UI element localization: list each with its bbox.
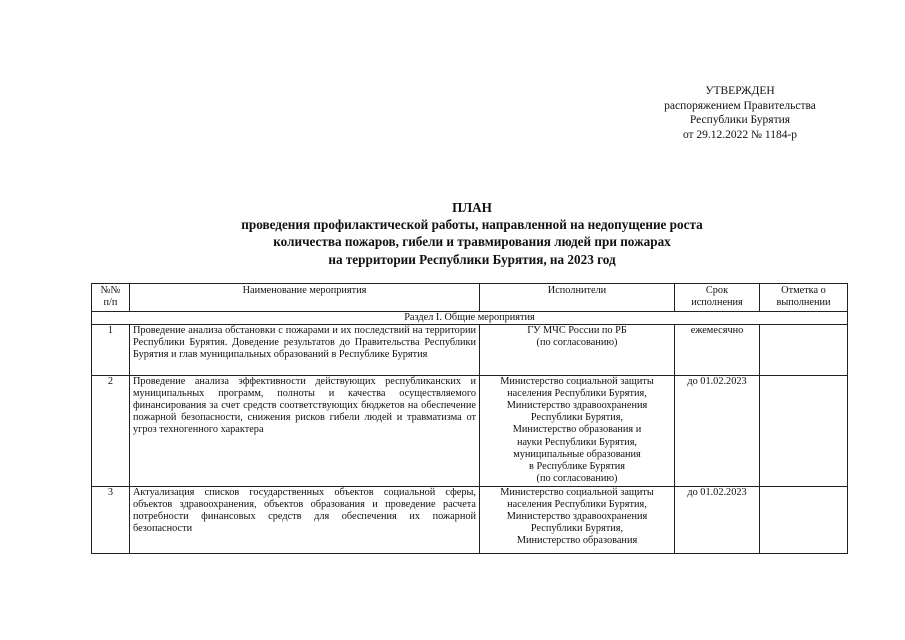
plan-table bbox=[91, 283, 848, 554]
row-executors bbox=[480, 376, 675, 487]
row-activity: Проведение анализа обстановки с пожарами и их последствий на территории Республики Бурятия. Доведение результатов до Правительства Республики Бурятия и глав муниципальных образований в Республике Бурятия bbox=[130, 325, 480, 376]
header-mark bbox=[760, 284, 848, 312]
section-row bbox=[92, 312, 848, 325]
header-term bbox=[675, 284, 760, 312]
table-row bbox=[92, 325, 848, 376]
header-mark-line-1: Отметка о bbox=[781, 285, 826, 296]
header-executors: Исполнители bbox=[480, 284, 675, 312]
header-term-line-2: исполнения bbox=[691, 297, 743, 309]
table-row bbox=[92, 376, 848, 487]
row-term: до 01.02.2023 bbox=[675, 487, 760, 554]
row-executors bbox=[480, 487, 675, 554]
header-num-line-1: №№ bbox=[100, 285, 121, 296]
row-mark bbox=[760, 325, 848, 376]
title-line-3: количества пожаров, гибели и травмирования людей при пожарах bbox=[273, 234, 671, 250]
executor-line: Республики Бурятия, bbox=[530, 523, 624, 535]
row-term: до 01.02.2023 bbox=[675, 376, 760, 487]
approval-line-approved: УТВЕРЖДЕН bbox=[705, 85, 775, 97]
row-activity: Проведение анализа эффективности действующих республиканских и муниципальных программ, полноты и качества осуществляемого финансирования за счет средств соответствующих бюджетов на обеспечение пожарной безопасности, снижения рисков гибели людей и травматизма от угроз техногенного характера bbox=[130, 376, 480, 487]
header-num-line-2: п/п bbox=[103, 297, 118, 309]
executor-line: Министерство социальной защиты bbox=[500, 487, 654, 499]
document-title bbox=[140, 199, 804, 268]
header-num bbox=[92, 284, 130, 312]
executor-line: населения Республики Бурятия, bbox=[507, 388, 647, 400]
executor-line: Министерство образования и bbox=[512, 424, 642, 436]
executor-line: населения Республики Бурятия, bbox=[507, 499, 647, 511]
executor-line: Министерство образования bbox=[516, 535, 638, 547]
row-mark bbox=[760, 376, 848, 487]
approval-stamp bbox=[626, 84, 854, 142]
row-num: 3 bbox=[92, 487, 130, 554]
title-line-4: на территории Республики Бурятия, на 2023 год bbox=[328, 251, 616, 267]
executor-line: в Республике Бурятия bbox=[529, 460, 625, 472]
header-term-line-1: Срок bbox=[705, 285, 729, 296]
section-title: Раздел I. Общие мероприятия bbox=[92, 312, 848, 325]
executor-line: ГУ МЧС России по РБ bbox=[527, 325, 627, 337]
executor-line: (по согласованию) bbox=[536, 472, 618, 484]
approval-line-date: от 29.12.2022 № 1184-р bbox=[682, 128, 798, 141]
title-line-1: ПЛАН bbox=[452, 200, 492, 215]
executor-line: муниципальные образования bbox=[513, 448, 641, 460]
row-activity: Актуализация списков государственных объектов социальной сферы, объектов здравоохранения, объектов образования и проведение расчета потребности финансовых средств для обеспечения их пожарной безопасности bbox=[130, 487, 480, 554]
row-executors bbox=[480, 325, 675, 376]
header-name: Наименование мероприятия bbox=[130, 284, 480, 312]
executor-line: Республики Бурятия, bbox=[530, 412, 624, 424]
table-header-row bbox=[92, 284, 848, 312]
row-term: ежемесячно bbox=[675, 325, 760, 376]
executor-line: Министерство социальной защиты bbox=[500, 376, 654, 388]
executor-line: Министерство здравоохранения bbox=[506, 400, 648, 412]
row-num: 1 bbox=[92, 325, 130, 376]
row-num: 2 bbox=[92, 376, 130, 487]
approval-line-order: распоряжением Правительства bbox=[664, 99, 816, 112]
approval-line-republic: Республики Бурятия bbox=[689, 114, 791, 127]
executor-line: Министерство здравоохранения bbox=[506, 511, 648, 523]
executor-line: науки Республики Бурятия, bbox=[516, 436, 638, 448]
title-line-2: проведения профилактической работы, направленной на недопущение роста bbox=[241, 217, 703, 233]
table-row bbox=[92, 487, 848, 554]
header-mark-line-2: выполнении bbox=[776, 297, 831, 309]
executor-line: (по согласованию) bbox=[536, 337, 618, 349]
row-mark bbox=[760, 487, 848, 554]
